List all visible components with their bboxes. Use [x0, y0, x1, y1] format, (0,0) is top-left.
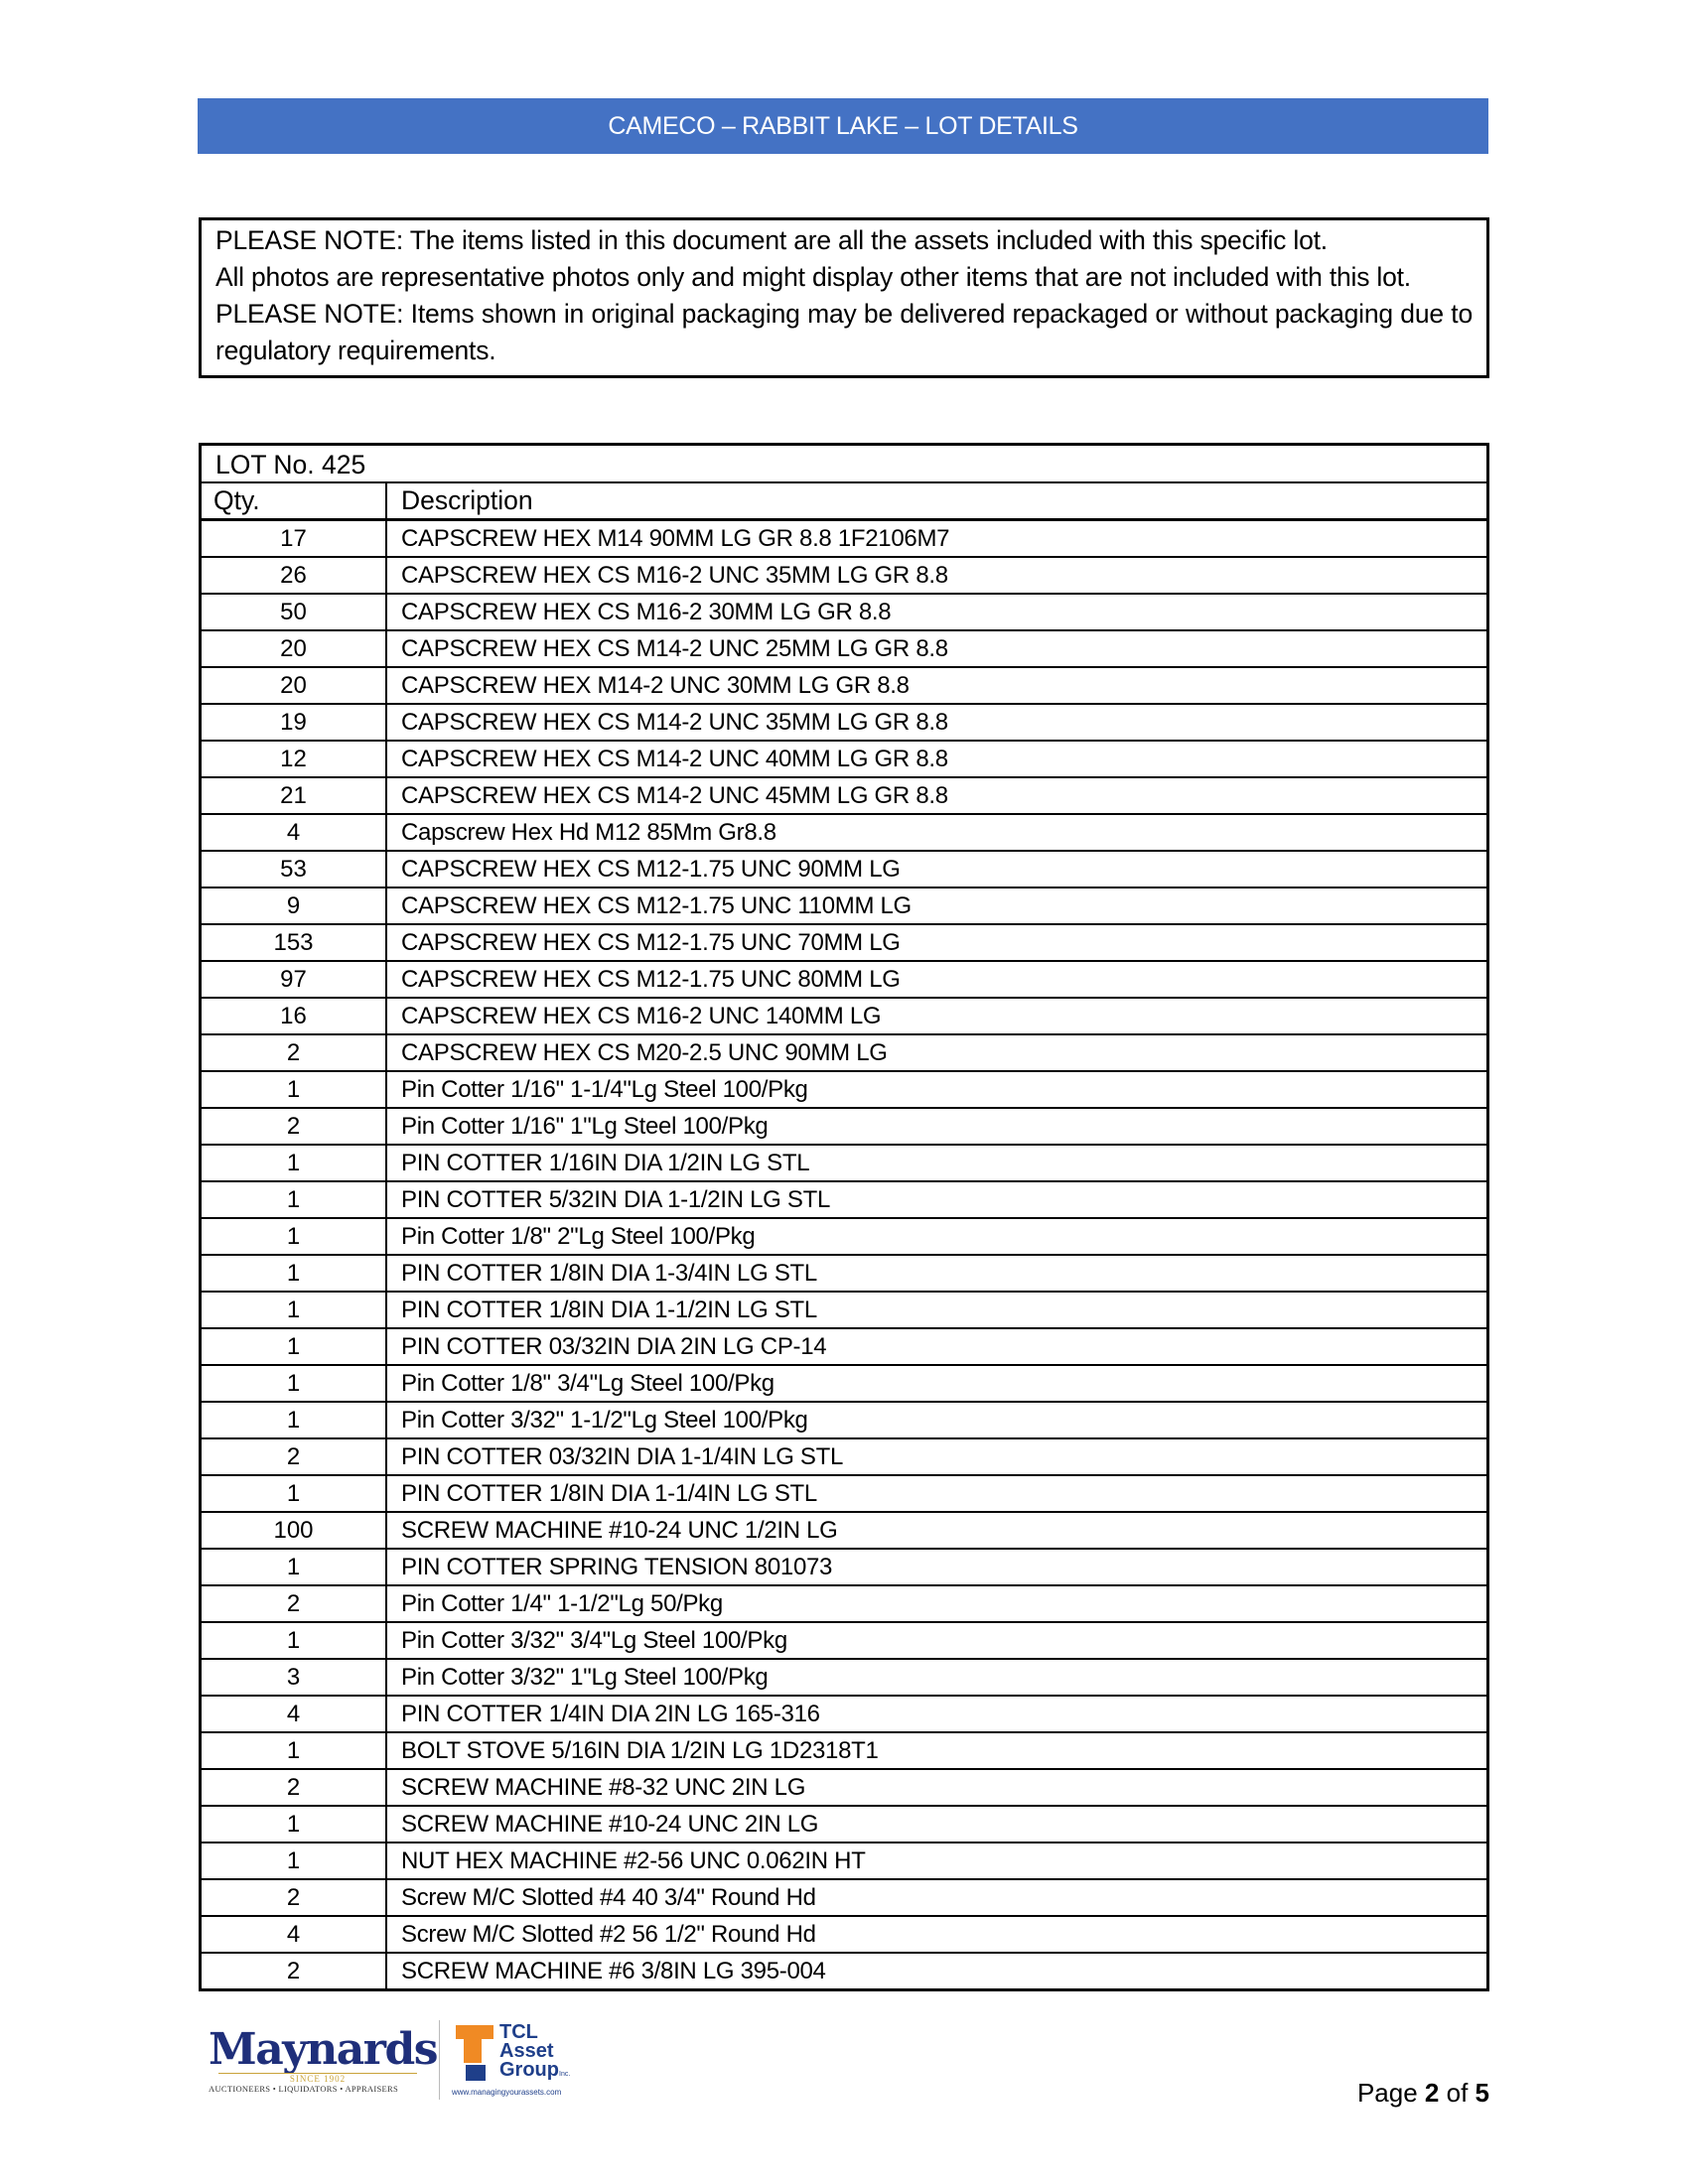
qty-cell: 1: [202, 1549, 386, 1585]
description-cell: CAPSCREW HEX M14 90MM LG GR 8.8 1F2106M7: [386, 520, 1486, 558]
description-cell: CAPSCREW HEX CS M16-2 30MM LG GR 8.8: [386, 594, 1486, 630]
table-row: [202, 1585, 1486, 1622]
qty-cell: 2: [202, 1585, 386, 1622]
maynards-name: Maynards: [209, 2023, 437, 2075]
qty-cell: 1: [202, 1292, 386, 1328]
tcl-logo-mark-icon: [452, 2025, 495, 2083]
qty-cell: 12: [202, 741, 386, 777]
table-row: [202, 1292, 1486, 1328]
description-cell: SCREW MACHINE #10-24 UNC 1/2IN LG: [386, 1512, 1486, 1549]
page-number: [1357, 2078, 1489, 2109]
qty-cell: 16: [202, 998, 386, 1034]
qty-cell: 1: [202, 1328, 386, 1365]
table-row: [202, 704, 1486, 741]
description-cell: Pin Cotter 3/32" 3/4"Lg Steel 100/Pkg: [386, 1622, 1486, 1659]
tcl-line-2: Asset: [499, 2040, 554, 2062]
description-cell: PIN COTTER 1/8IN DIA 1-3/4IN LG STL: [386, 1255, 1486, 1292]
table-row: [202, 630, 1486, 667]
logo-divider: [439, 2020, 440, 2100]
table-row: [202, 1438, 1486, 1475]
qty-cell: 1: [202, 1071, 386, 1108]
qty-column-header: Qty.: [202, 483, 386, 520]
qty-cell: 21: [202, 777, 386, 814]
description-cell: CAPSCREW HEX CS M14-2 UNC 45MM LG GR 8.8: [386, 777, 1486, 814]
description-cell: PIN COTTER 1/4IN DIA 2IN LG 165-316: [386, 1696, 1486, 1732]
table-row: [202, 1843, 1486, 1879]
description-cell: PIN COTTER 03/32IN DIA 1-1/4IN LG STL: [386, 1438, 1486, 1475]
table-row: [202, 887, 1486, 924]
tcl-line-1: TCL: [499, 2021, 538, 2043]
description-cell: Screw M/C Slotted #4 40 3/4" Round Hd: [386, 1879, 1486, 1916]
description-cell: Pin Cotter 1/16" 1-1/4"Lg Steel 100/Pkg: [386, 1071, 1486, 1108]
description-cell: CAPSCREW HEX CS M12-1.75 UNC 90MM LG: [386, 851, 1486, 887]
table-row: [202, 1512, 1486, 1549]
description-cell: PIN COTTER 03/32IN DIA 2IN LG CP-14: [386, 1328, 1486, 1365]
description-cell: CAPSCREW HEX CS M12-1.75 UNC 70MM LG: [386, 924, 1486, 961]
qty-cell: 20: [202, 667, 386, 704]
tcl-inc: Inc.: [559, 2071, 571, 2078]
table-row: [202, 1255, 1486, 1292]
qty-cell: 9: [202, 887, 386, 924]
qty-cell: 53: [202, 851, 386, 887]
table-row: [202, 1365, 1486, 1402]
qty-cell: 2: [202, 1769, 386, 1806]
description-cell: CAPSCREW HEX CS M14-2 UNC 40MM LG GR 8.8: [386, 741, 1486, 777]
description-cell: CAPSCREW HEX M14-2 UNC 30MM LG GR 8.8: [386, 667, 1486, 704]
qty-cell: 1: [202, 1181, 386, 1218]
table-row: [202, 520, 1486, 558]
description-cell: Pin Cotter 1/8" 2"Lg Steel 100/Pkg: [386, 1218, 1486, 1255]
page-total: 5: [1475, 2078, 1489, 2108]
qty-cell: 1: [202, 1255, 386, 1292]
description-cell: SCREW MACHINE #10-24 UNC 2IN LG: [386, 1806, 1486, 1843]
table-row: [202, 1659, 1486, 1696]
table-row: [202, 1402, 1486, 1438]
description-cell: Pin Cotter 3/32" 1"Lg Steel 100/Pkg: [386, 1659, 1486, 1696]
qty-cell: 1: [202, 1402, 386, 1438]
table-row: [202, 1696, 1486, 1732]
footer-logos: [209, 2010, 626, 2110]
table-row: [202, 961, 1486, 998]
table-row: [202, 594, 1486, 630]
description-cell: Pin Cotter 1/8" 3/4"Lg Steel 100/Pkg: [386, 1365, 1486, 1402]
table-row: [202, 741, 1486, 777]
table-row: [202, 1879, 1486, 1916]
table-header-row: [202, 483, 1486, 520]
description-cell: CAPSCREW HEX CS M12-1.75 UNC 110MM LG: [386, 887, 1486, 924]
description-cell: PIN COTTER 1/16IN DIA 1/2IN LG STL: [386, 1145, 1486, 1181]
qty-cell: 2: [202, 1034, 386, 1071]
notice-box: [199, 217, 1489, 378]
table-row: [202, 557, 1486, 594]
notice-line-3: PLEASE NOTE: Items shown in original packaging may be delivered repackaged or without packaging due to regulatory requirements.: [215, 299, 1473, 365]
qty-cell: 1: [202, 1145, 386, 1181]
table-row: [202, 667, 1486, 704]
qty-cell: 2: [202, 1108, 386, 1145]
qty-cell: 1: [202, 1806, 386, 1843]
document-title: CAMECO – RABBIT LAKE – LOT DETAILS: [608, 111, 1078, 140]
maynards-since: SINCE 1902: [218, 2073, 417, 2084]
table-row: [202, 1622, 1486, 1659]
qty-cell: 4: [202, 1696, 386, 1732]
table-row: [202, 1034, 1486, 1071]
maynards-logo: [209, 2023, 437, 2094]
table-row: [202, 1549, 1486, 1585]
qty-cell: 1: [202, 1732, 386, 1769]
maynards-tagline: AUCTIONEERS • LIQUIDATORS • APPRAISERS: [209, 2083, 398, 2094]
description-cell: CAPSCREW HEX CS M14-2 UNC 25MM LG GR 8.8: [386, 630, 1486, 667]
qty-cell: 100: [202, 1512, 386, 1549]
table-row: [202, 1181, 1486, 1218]
qty-cell: 17: [202, 520, 386, 558]
qty-cell: 20: [202, 630, 386, 667]
description-cell: Pin Cotter 1/4" 1-1/2"Lg 50/Pkg: [386, 1585, 1486, 1622]
description-cell: SCREW MACHINE #6 3/8IN LG 395-004: [386, 1953, 1486, 1988]
description-cell: NUT HEX MACHINE #2-56 UNC 0.062IN HT: [386, 1843, 1486, 1879]
description-cell: PIN COTTER SPRING TENSION 801073: [386, 1549, 1486, 1585]
page-current: 2: [1424, 2078, 1440, 2108]
document-title-banner: [198, 98, 1488, 154]
qty-cell: 97: [202, 961, 386, 998]
table-row: [202, 1732, 1486, 1769]
table-row: [202, 1328, 1486, 1365]
description-cell: CAPSCREW HEX CS M16-2 UNC 35MM LG GR 8.8: [386, 557, 1486, 594]
description-cell: Pin Cotter 3/32" 1-1/2"Lg Steel 100/Pkg: [386, 1402, 1486, 1438]
qty-cell: 50: [202, 594, 386, 630]
qty-cell: 3: [202, 1659, 386, 1696]
description-cell: Screw M/C Slotted #2 56 1/2" Round Hd: [386, 1916, 1486, 1953]
table-row: [202, 1806, 1486, 1843]
description-cell: PIN COTTER 1/8IN DIA 1-1/2IN LG STL: [386, 1292, 1486, 1328]
qty-cell: 2: [202, 1879, 386, 1916]
tcl-line-3: Group: [499, 2059, 559, 2081]
description-cell: CAPSCREW HEX CS M12-1.75 UNC 80MM LG: [386, 961, 1486, 998]
description-cell: Pin Cotter 1/16" 1"Lg Steel 100/Pkg: [386, 1108, 1486, 1145]
table-row: [202, 814, 1486, 851]
notice-line-1: PLEASE NOTE: The items listed in this document are all the assets included with this specific lot.: [215, 225, 1328, 255]
tcl-asset-group-logo: [452, 2023, 570, 2097]
page-prefix: Page: [1356, 2078, 1425, 2108]
description-cell: CAPSCREW HEX CS M20-2.5 UNC 90MM LG: [386, 1034, 1486, 1071]
qty-cell: 1: [202, 1218, 386, 1255]
description-column-header: Description: [401, 485, 533, 515]
qty-cell: 1: [202, 1843, 386, 1879]
table-row: [202, 851, 1486, 887]
qty-cell: 4: [202, 1916, 386, 1953]
table-row: [202, 1953, 1486, 1988]
table-row: [202, 1769, 1486, 1806]
table-row: [202, 1475, 1486, 1512]
qty-cell: 1: [202, 1622, 386, 1659]
lot-number: LOT No. 425: [202, 446, 1486, 483]
lot-table-container: [199, 443, 1489, 1991]
qty-cell: 2: [202, 1953, 386, 1988]
qty-cell: 2: [202, 1438, 386, 1475]
description-cell: Capscrew Hex Hd M12 85Mm Gr8.8: [386, 814, 1486, 851]
qty-cell: 153: [202, 924, 386, 961]
description-cell: SCREW MACHINE #8-32 UNC 2IN LG: [386, 1769, 1486, 1806]
table-row: [202, 1145, 1486, 1181]
description-cell: BOLT STOVE 5/16IN DIA 1/2IN LG 1D2318T1: [386, 1732, 1486, 1769]
description-cell: CAPSCREW HEX CS M14-2 UNC 35MM LG GR 8.8: [386, 704, 1486, 741]
notice-line-2: All photos are representative photos only and might display other items that are not included with this lot.: [215, 262, 1411, 292]
table-row: [202, 1916, 1486, 1953]
qty-cell: 26: [202, 557, 386, 594]
table-row: [202, 998, 1486, 1034]
page-of: of: [1439, 2078, 1476, 2108]
lot-items-table: [202, 483, 1486, 1988]
qty-cell: 4: [202, 814, 386, 851]
description-cell: PIN COTTER 5/32IN DIA 1-1/2IN LG STL: [386, 1181, 1486, 1218]
table-row: [202, 777, 1486, 814]
description-cell: CAPSCREW HEX CS M16-2 UNC 140MM LG: [386, 998, 1486, 1034]
description-cell: PIN COTTER 1/8IN DIA 1-1/4IN LG STL: [386, 1475, 1486, 1512]
qty-cell: 1: [202, 1475, 386, 1512]
table-row: [202, 1108, 1486, 1145]
table-row: [202, 1071, 1486, 1108]
qty-cell: 1: [202, 1365, 386, 1402]
qty-cell: 19: [202, 704, 386, 741]
table-row: [202, 1218, 1486, 1255]
tcl-website: www.managingyourassets.com: [452, 2088, 562, 2097]
table-row: [202, 924, 1486, 961]
